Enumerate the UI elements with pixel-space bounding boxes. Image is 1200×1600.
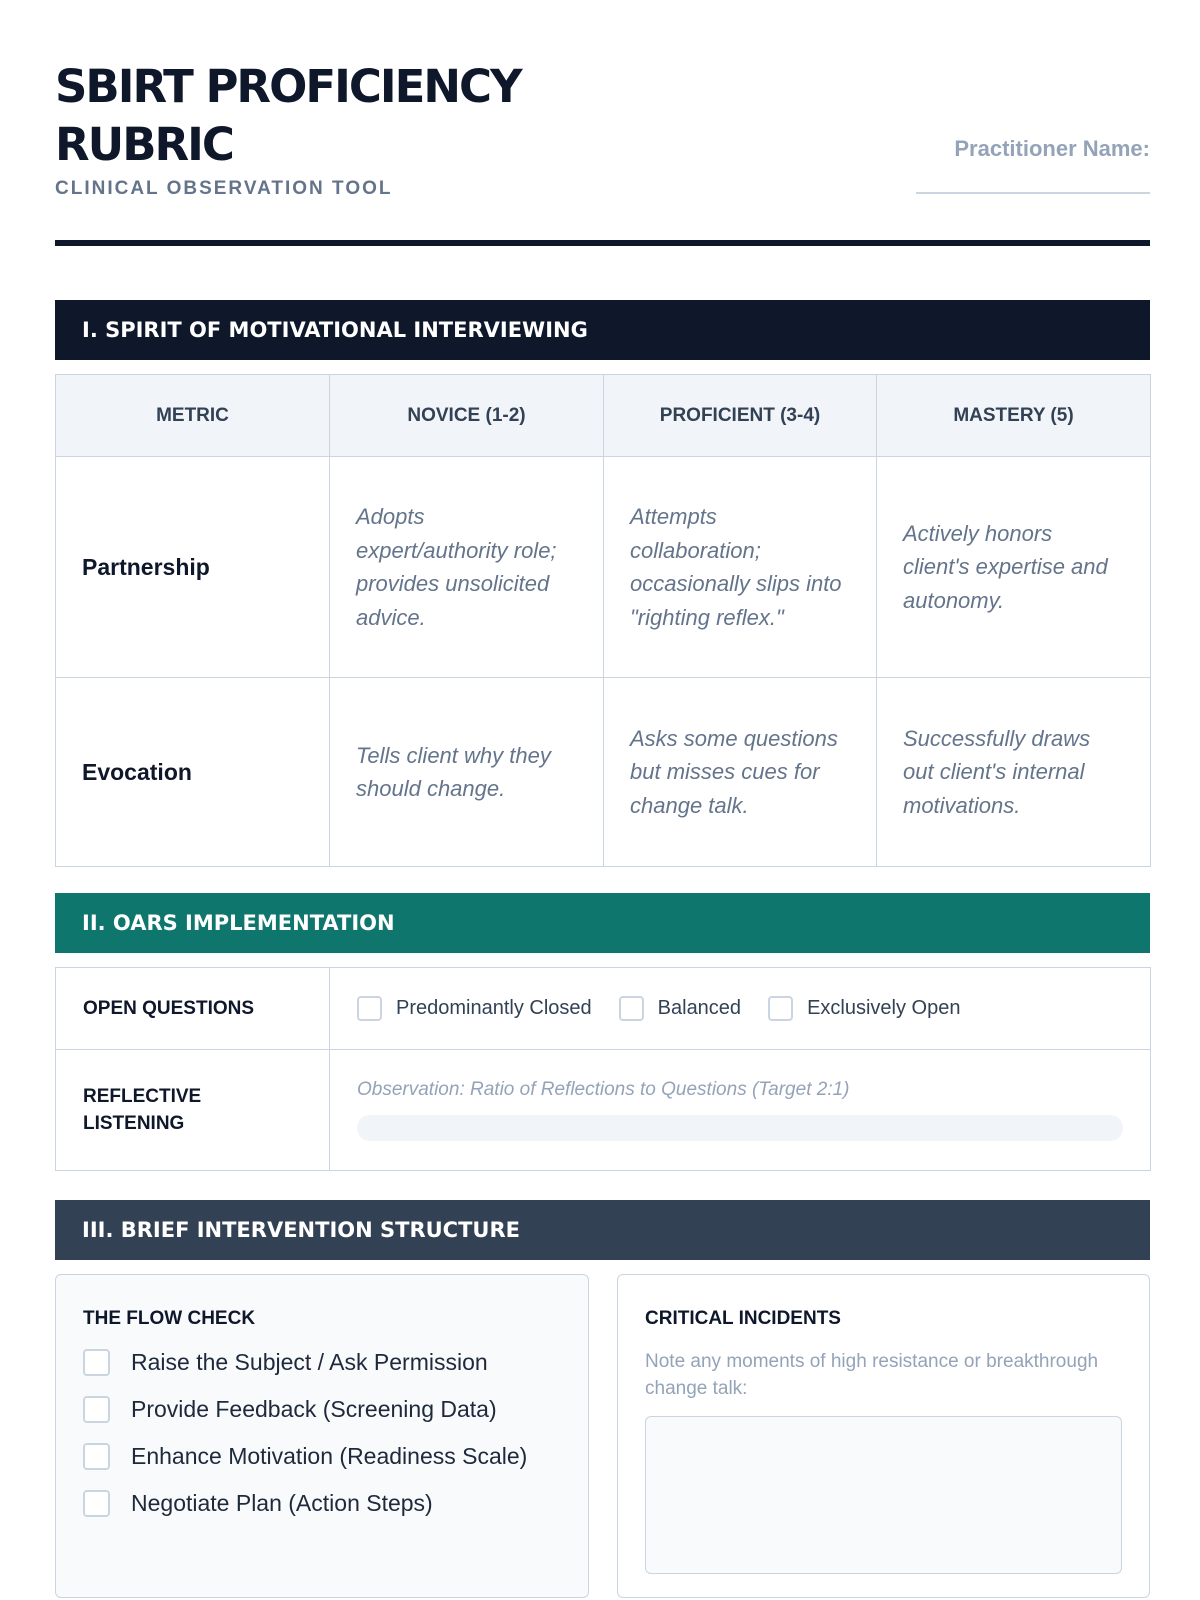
section-1-header: I. SPIRIT OF MOTIVATIONAL INTERVIEWING [55,300,1150,360]
open-questions-label: OPEN QUESTIONS [56,968,330,1050]
document-header [55,58,1150,248]
mastery-description: Successfully draws out client's internal motivations. [877,678,1151,867]
metric-name: Evocation [56,678,330,867]
critical-incidents-title: CRITICAL INCIDENTS [645,1308,841,1329]
mastery-description: Actively honors client's expertise and autonomy. [877,457,1151,678]
option-label: Exclusively Open [807,997,961,1019]
flow-check-panel [55,1274,589,1598]
flow-item-label: Raise the Subject / Ask Permission [131,1349,488,1375]
flow-item-raise-subject[interactable] [83,1349,561,1376]
proficient-description: Asks some questions but misses cues for change talk. [604,678,877,867]
rubric-header-row [56,375,1151,457]
metric-name: Partnership [56,457,330,678]
option-predominantly-closed[interactable] [357,996,592,1021]
section-2-header: II. OARS IMPLEMENTATION [55,893,1150,953]
mi-spirit-rubric-table [55,374,1151,867]
column-header-proficient: PROFICIENT (3-4) [604,375,877,457]
section-3-header: III. BRIEF INTERVENTION STRUCTURE [55,1200,1150,1260]
reflective-listening-label: REFLECTIVE LISTENING [56,1050,330,1171]
flow-item-negotiate-plan[interactable] [83,1490,561,1517]
ratio-progress-bar[interactable] [357,1115,1123,1141]
checkbox[interactable] [83,1396,110,1423]
option-label: Balanced [657,997,742,1019]
flow-check-title: THE FLOW CHECK [83,1308,256,1329]
critical-incidents-note: Note any moments of high resistance or breakthrough change talk: [645,1351,1099,1399]
column-header-mastery: MASTERY (5) [877,375,1151,457]
novice-description: Adopts expert/authority role; provides unsolicited advice. [330,457,604,678]
oars-row-open-questions [56,968,1151,1050]
rubric-row-partnership [56,457,1151,678]
option-exclusively-open[interactable] [768,996,960,1021]
checkbox[interactable] [83,1443,110,1470]
checkbox[interactable] [83,1490,110,1517]
checkbox[interactable] [768,996,793,1021]
document-title: SBIRT PROFICIENCY RUBRIC [55,60,521,171]
checkbox[interactable] [83,1349,110,1376]
flow-item-label: Enhance Motivation (Readiness Scale) [131,1443,528,1469]
checkbox[interactable] [619,996,644,1021]
critical-incidents-panel [617,1274,1150,1598]
flow-item-label: Provide Feedback (Screening Data) [131,1396,497,1422]
rubric-row-evocation [56,678,1151,867]
flow-item-label: Negotiate Plan (Action Steps) [131,1490,433,1516]
flow-item-provide-feedback[interactable] [83,1396,561,1423]
document-subtitle: CLINICAL OBSERVATION TOOL [55,178,393,199]
practitioner-name-field[interactable] [916,192,1150,194]
flow-item-enhance-motivation[interactable] [83,1443,561,1470]
checkbox[interactable] [357,996,382,1021]
column-header-novice: NOVICE (1-2) [330,375,604,457]
header-divider [55,240,1150,246]
oars-table [55,967,1151,1171]
observation-note: Observation: Ratio of Reflections to Questions (Target 2:1) [357,1079,850,1100]
option-balanced[interactable] [619,996,741,1021]
reflective-listening-content [330,1050,1151,1171]
critical-incidents-notes-field[interactable] [645,1416,1122,1574]
open-questions-options [330,968,1151,1050]
oars-row-reflective-listening [56,1050,1151,1171]
novice-description: Tells client why they should change. [330,678,604,867]
proficient-description: Attempts collaboration; occasionally slips into "righting reflex." [604,457,877,678]
option-label: Predominantly Closed [396,997,592,1019]
column-header-metric: METRIC [56,375,330,457]
practitioner-name-label: Practitioner Name: [954,136,1150,161]
